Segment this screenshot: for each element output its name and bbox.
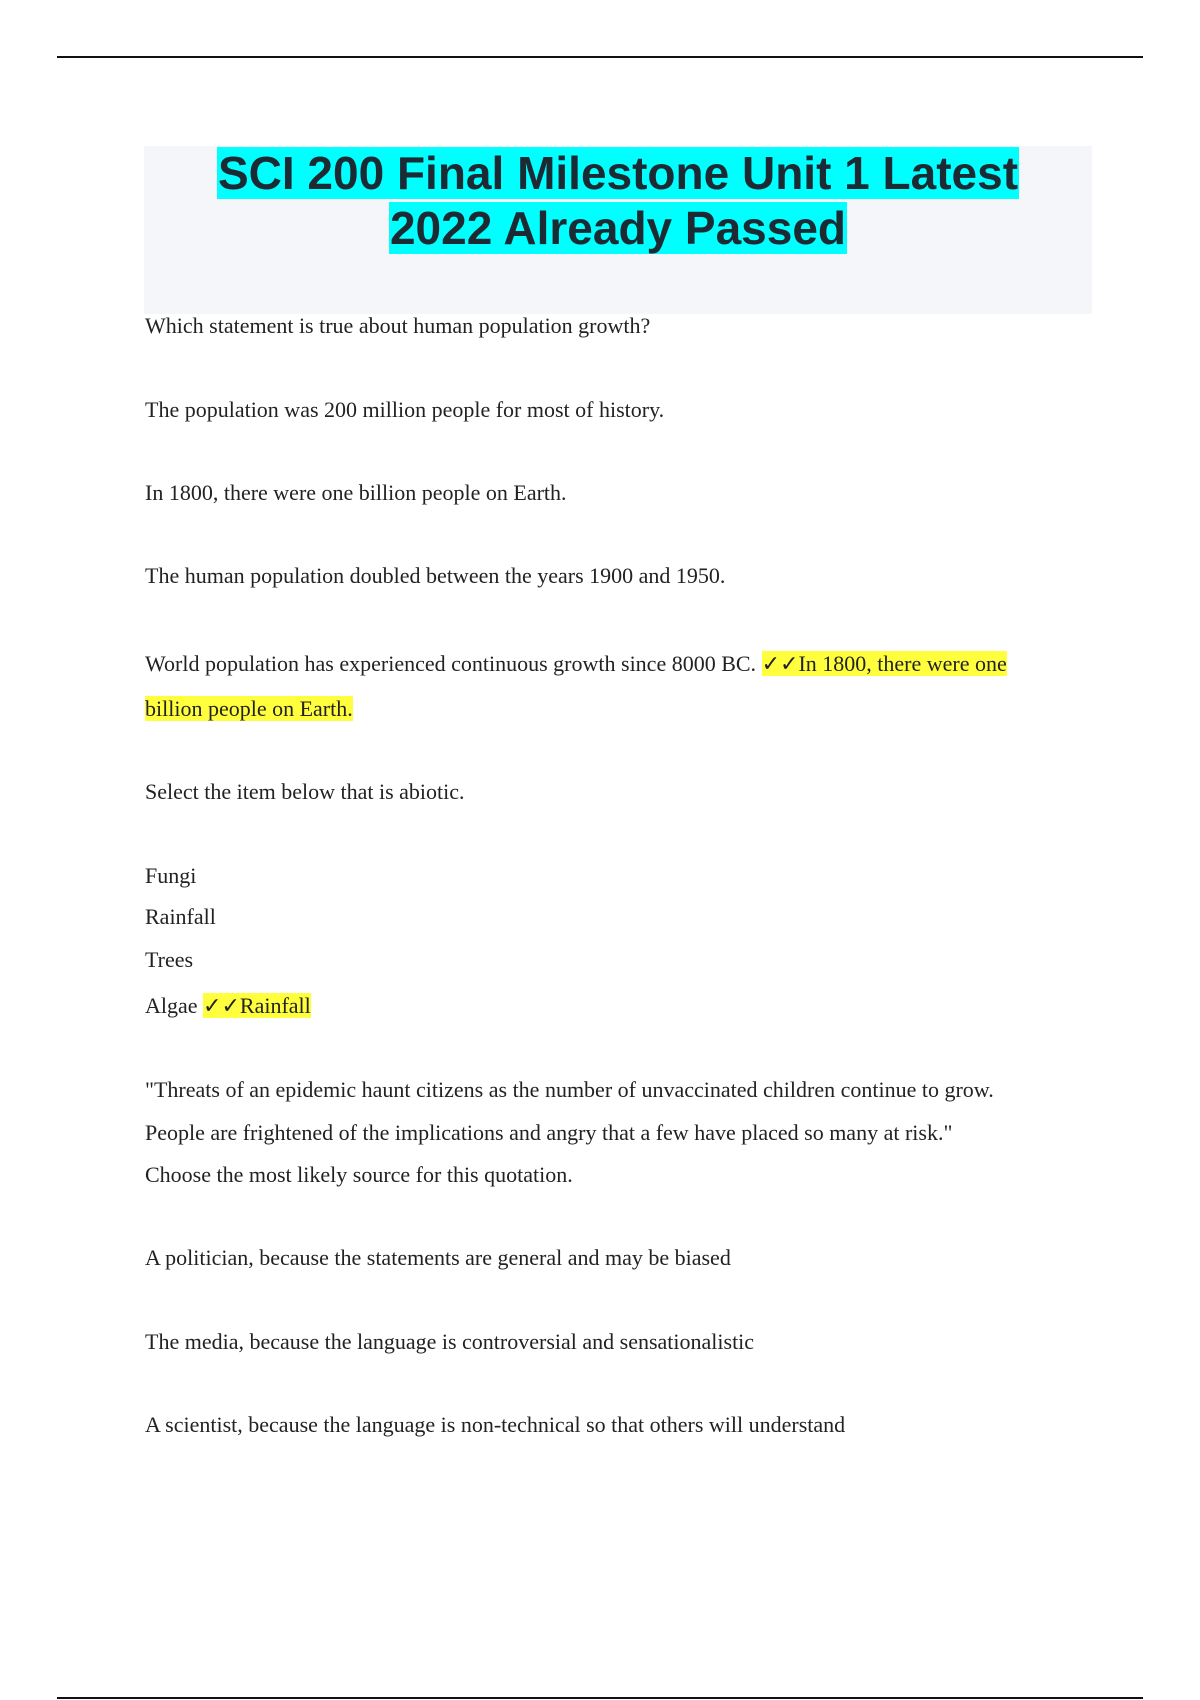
q2-option-1: Fungi [145, 863, 197, 888]
q3-question-line-1: "Threats of an epidemic haunt citizens as the number of unvaccinated children continue to grow. [145, 1077, 994, 1102]
q3-option-1: A politician, because the statements are general and may be biased [145, 1245, 731, 1270]
q2-answer: Rainfall [239, 993, 311, 1018]
footer-rule [57, 1697, 1143, 1699]
q2-answer-highlight [203, 993, 311, 1018]
q3-option-3: A scientist, because the language is non-technical so that others will understand [145, 1412, 846, 1437]
title-block [144, 146, 1092, 314]
q1-answer-highlight [762, 651, 1007, 676]
q1-answer-part-1: In 1800, there were one [798, 651, 1007, 676]
q3-option-2: The media, because the language is controversial and sensationalistic [145, 1329, 755, 1354]
title-line-2: 2022 Already Passed [389, 202, 847, 254]
check-icon: ✓✓ [761, 652, 799, 677]
q1-option-3: The human population doubled between the years 1900 and 1950. [145, 563, 726, 588]
q1-option-4: World population has experienced continuous growth since 8000 BC. [145, 651, 757, 676]
q1-question: Which statement is true about human population growth? [145, 313, 651, 338]
q1-answer-line-2 [145, 688, 353, 730]
q2-option-3: Trees [145, 947, 194, 972]
check-icon: ✓✓ [203, 994, 240, 1019]
q3-question-line-3: Choose the most likely source for this quotation. [145, 1162, 573, 1187]
q1-answer-part-2: billion people on Earth. [145, 696, 353, 721]
title-line-1: SCI 200 Final Milestone Unit 1 Latest [217, 147, 1019, 199]
q2-option-4: Algae [145, 993, 198, 1018]
q1-option-1: The population was 200 million people for most of history. [145, 397, 665, 422]
q2-question: Select the item below that is abiotic. [145, 779, 465, 804]
q2-option-2: Rainfall [145, 904, 216, 929]
document-title [144, 146, 1092, 256]
q3-question-line-2: People are frightened of the implications and angry that a few have placed so many at risk." [145, 1120, 953, 1145]
header-rule [57, 56, 1143, 58]
q1-option-4-line [145, 643, 1007, 686]
q1-option-2: In 1800, there were one billion people on Earth. [145, 480, 567, 505]
q2-option-4-line [145, 985, 311, 1028]
